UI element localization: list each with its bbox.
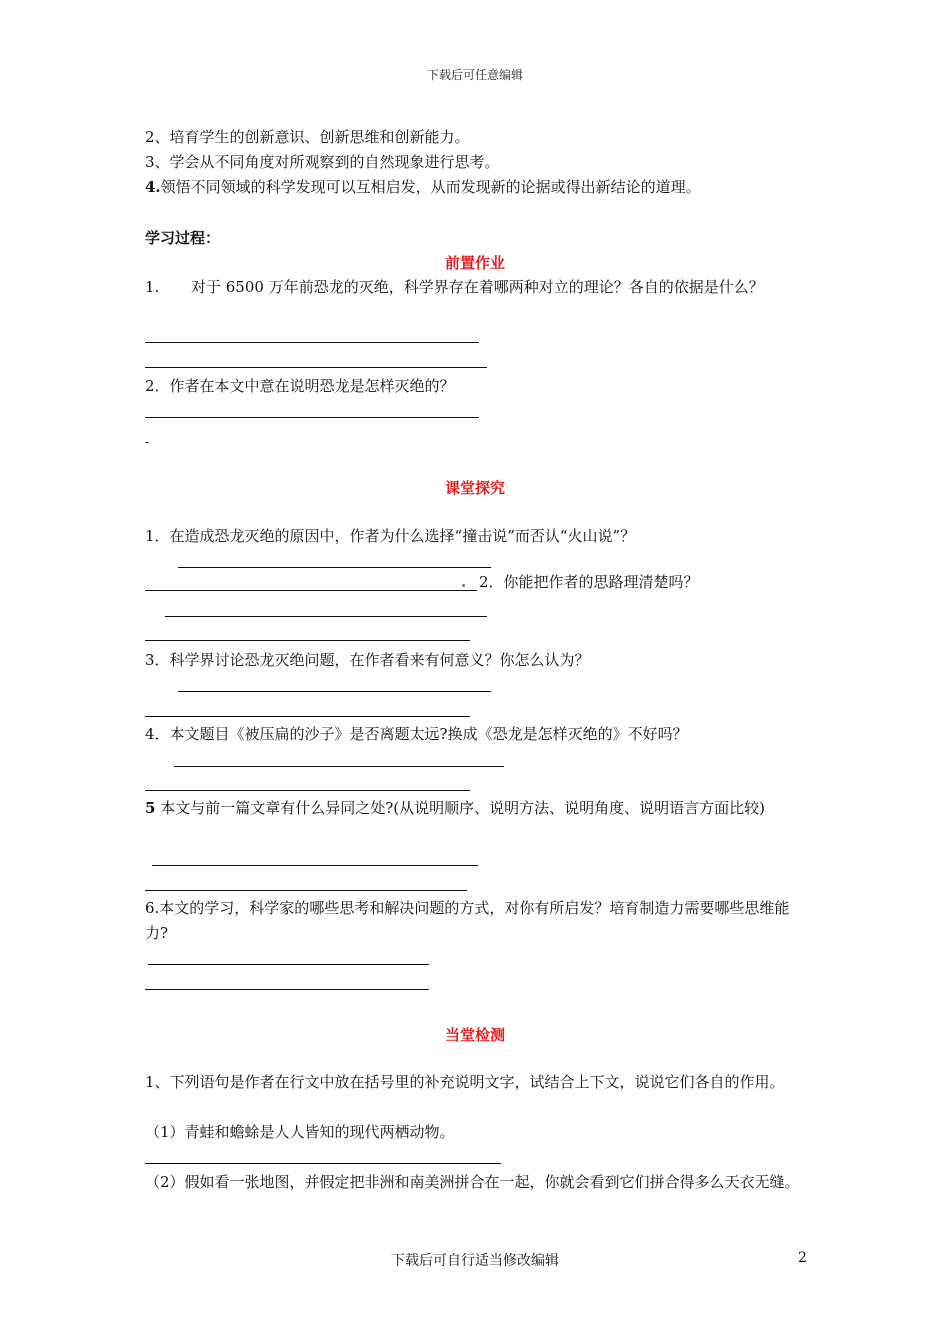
explore-question-5-number: 5	[145, 799, 156, 817]
preview-question-1-number: 1.	[145, 278, 160, 296]
objective-4	[145, 177, 701, 197]
answer-line	[148, 964, 429, 965]
answer-line	[145, 640, 470, 641]
answer-line	[178, 567, 491, 568]
section-title-explore: 课堂探究	[444, 479, 505, 497]
answer-line	[145, 590, 477, 591]
explore-question-1: 1．在造成恐龙灭绝的原因中，作者为什么选择“撞击说”而否认“火山说”？	[145, 527, 636, 545]
answer-line	[145, 1163, 501, 1164]
explore-question-2: 2．你能把作者的思路理清楚吗？	[479, 573, 699, 591]
green-mark	[462, 584, 465, 587]
answer-line	[174, 766, 504, 767]
page-number: 2	[798, 1250, 807, 1266]
explore-question-4: 4．本文题目《被压扁的沙子》是否离题太远?换成《恐龙是怎样灭绝的》不好吗？	[145, 725, 688, 743]
process-title: 学习过程：	[145, 229, 221, 247]
check-sentence-1: （1）青蛙和蟾蜍是人人皆知的现代两栖动物。	[145, 1123, 455, 1141]
check-sentence-2: （2）假如看一张地图，并假定把非洲和南美洲拼合在一起，你就会看到它们拼合得多么天衣无缝。	[145, 1173, 800, 1191]
answer-line	[178, 691, 491, 692]
page-header: 下载后可任意编辑	[426, 68, 523, 82]
section-title-preview: 前置作业	[444, 254, 505, 272]
preview-question-2: 2．作者在本文中意在说明恐龙是怎样灭绝的？	[145, 377, 455, 395]
answer-line	[145, 790, 470, 791]
objective-3: 3、学会从不同角度对所观察到的自然现象进行思考。	[145, 153, 500, 171]
answer-line	[145, 342, 479, 343]
explore-question-5	[145, 796, 810, 821]
answer-line	[145, 890, 467, 891]
answer-line	[145, 417, 479, 418]
preview-question-1: 对于 6500 万年前恐龙的灭绝，科学界存在着哪两种对立的理论？各自的依据是什么？	[191, 278, 764, 296]
explore-question-6: 6.本文的学习，科学家的哪些思考和解决问题的方式，对你有所启发？培育制造力需要哪些思维能力?	[145, 899, 790, 942]
check-question-1: 1、下列语句是作者在行文中放在括号里的补充说明文字，试结合上下文，说说它们各自的作用。	[145, 1073, 785, 1091]
section-title-check: 当堂检测	[444, 1026, 505, 1044]
answer-line	[152, 865, 478, 866]
explore-question-3: 3．科学界讨论恐龙灭绝问题，在作者看来有何意义？你怎么认为？	[145, 651, 590, 669]
answer-line	[165, 616, 487, 617]
answer-line	[145, 989, 429, 990]
objective-2: 2、培育学生的创新意识、创新思维和创新能力。	[145, 128, 470, 146]
answer-line	[145, 716, 470, 717]
objective-4-number: 4.	[145, 178, 161, 196]
page-footer: 下载后可自行适当修改编辑	[391, 1253, 559, 1269]
explore-question-5-text: 本文与前一篇文章有什么异同之处?(从说明顺序、说明方法、说明角度、说明语言方面比较)	[155, 799, 765, 817]
answer-line	[145, 367, 487, 368]
objective-4-text: 领悟不同领域的科学发现可以互相启发，从而发现新的论据或得出新结论的道理。	[160, 178, 701, 196]
stray-dash: -	[145, 435, 150, 449]
